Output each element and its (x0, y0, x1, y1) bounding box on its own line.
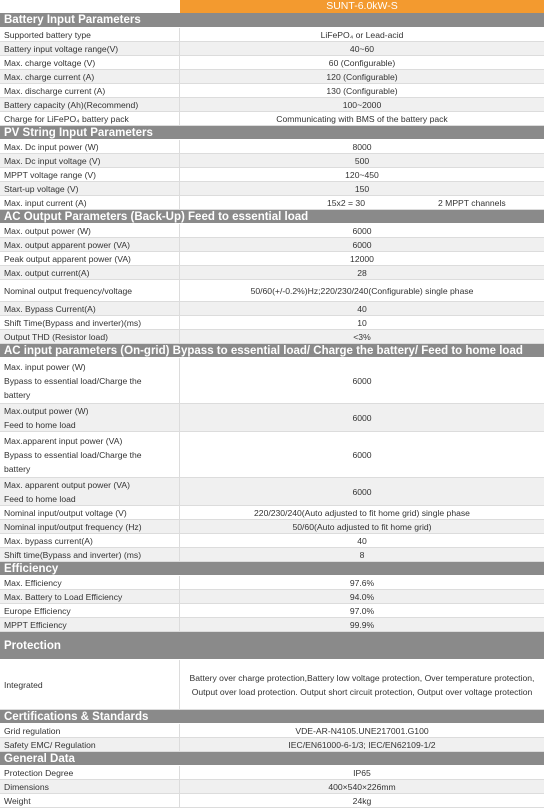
spec-label (0, 280, 180, 301)
spec-label-line: Max. Dc input voltage (V) (4, 155, 101, 166)
spec-label-line: Nominal input/output voltage (V) (4, 507, 127, 518)
spec-row (0, 56, 544, 70)
spec-label (0, 794, 180, 807)
spec-label (0, 618, 180, 631)
spec-value: 6000 (352, 449, 372, 460)
spec-value: 400×540×226mm (328, 781, 396, 792)
spec-value: 99.9% (349, 619, 375, 630)
spec-row (0, 520, 544, 534)
spec-label-line: Start-up voltage (V) (4, 183, 79, 194)
section-rows (0, 358, 544, 562)
spec-label (0, 56, 180, 69)
spec-label-line: Dimensions (4, 781, 49, 792)
spec-value: Battery over charge protection,Battery low voltage protection, Over temperature protection, Output over load protection. Output short circuit protection, Output over voltage protection (189, 672, 535, 697)
spec-label (0, 534, 180, 547)
spec-row (0, 280, 544, 302)
spec-value: 6000 (352, 412, 372, 423)
spec-label (0, 780, 180, 793)
spec-label-line: Max. output power (W) (4, 225, 91, 236)
section-rows (0, 724, 544, 752)
spec-label (0, 404, 180, 431)
spec-row (0, 794, 544, 808)
spec-row (0, 766, 544, 780)
section-heading: Certifications & Standards (0, 710, 544, 724)
spec-row (0, 98, 544, 112)
spec-label-line: Max.apparent input power (VA) (4, 435, 123, 446)
spec-value: 94.0% (349, 591, 375, 602)
spec-label (0, 196, 180, 209)
spec-label (0, 738, 180, 751)
section-rows (0, 28, 544, 126)
spec-label-line: Max. charge voltage (V) (4, 57, 96, 68)
spec-label-line: Max. input power (W) (4, 361, 86, 372)
spec-value: 40 (357, 535, 367, 546)
spec-row (0, 534, 544, 548)
spec-label-line: Peak output apparent power (VA) (4, 253, 131, 264)
spec-label-line: battery (4, 463, 31, 474)
spec-value: 97.6% (349, 577, 375, 588)
spec-row (0, 70, 544, 84)
spec-label (0, 98, 180, 111)
spec-value: <3% (353, 331, 371, 342)
spec-label-line: Feed to home load (4, 419, 76, 430)
spec-row (0, 316, 544, 330)
spec-value: 60 (Configurable) (328, 57, 396, 68)
spec-value-note: 2 MPPT channels (438, 197, 506, 208)
spec-label-line: Max. output apparent power (VA) (4, 239, 130, 250)
spec-label (0, 432, 180, 477)
spec-label-line: Shift Time(Bypass and inverter)(ms) (4, 317, 142, 328)
spec-row (0, 266, 544, 280)
spec-label-line: Bypass to essential load/Charge the (4, 449, 142, 460)
spec-label-line: Max. output current(A) (4, 267, 90, 278)
spec-row (0, 780, 544, 794)
section-heading: Battery Input Parameters (0, 13, 544, 28)
spec-label-line: Max. apparent output power (VA) (4, 479, 130, 490)
section-heading: General Data (0, 752, 544, 766)
spec-row (0, 432, 544, 478)
section-heading: Efficiency (0, 562, 544, 576)
spec-value: 40 (357, 303, 367, 314)
spec-value: LiFePO₄ or Lead-acid (320, 29, 404, 40)
spec-label-line: Shift time(Bypass and inverter) (ms) (4, 549, 142, 560)
spec-label-line: Supported battery type (4, 29, 91, 40)
spec-label (0, 168, 180, 181)
spec-value: 6000 (352, 239, 372, 250)
spec-value: 130 (Configurable) (326, 85, 398, 96)
spec-label-line: Weight (4, 795, 31, 806)
spec-row (0, 478, 544, 506)
spec-label (0, 506, 180, 519)
spec-value: VDE-AR-N4105.UNE217001.G100 (295, 725, 429, 736)
spec-value: 12000 (350, 253, 374, 264)
title-bar (0, 0, 544, 13)
spec-table (0, 13, 544, 808)
model-title: SUNT-6.0kW-S (180, 0, 544, 13)
spec-value: 500 (354, 155, 370, 166)
spec-label (0, 84, 180, 97)
spec-value: 8000 (352, 141, 372, 152)
spec-label (0, 302, 180, 315)
section-rows (0, 660, 544, 710)
spec-label (0, 590, 180, 603)
spec-label-line: Battery capacity (Ah)(Recommend) (4, 99, 139, 110)
spec-label (0, 576, 180, 589)
spec-label-line: Bypass to essential load/Charge the (4, 375, 142, 386)
spec-row (0, 404, 544, 432)
spec-label-line: Europe Efficiency (4, 605, 71, 616)
spec-label-line: Max. charge current (A) (4, 71, 95, 82)
spec-label (0, 660, 180, 709)
section-rows (0, 576, 544, 632)
spec-label (0, 42, 180, 55)
spec-value: 40~60 (349, 43, 375, 54)
spec-row (0, 590, 544, 604)
section-heading: AC Output Parameters (Back-Up) Feed to essential load (0, 210, 544, 224)
spec-value: 28 (357, 267, 367, 278)
spec-row (0, 112, 544, 126)
section-rows (0, 224, 544, 344)
spec-label-line: Max.output power (W) (4, 405, 89, 416)
spec-row (0, 576, 544, 590)
spec-label (0, 182, 180, 195)
spec-row (0, 28, 544, 42)
spec-value: IEC/EN61000-6-1/3; IEC/EN62109-1/2 (288, 739, 436, 750)
spec-value: 120~450 (345, 169, 379, 180)
spec-row (0, 302, 544, 316)
spec-label (0, 520, 180, 533)
spec-row (0, 252, 544, 266)
spec-label-line: Max. Battery to Load Efficiency (4, 591, 123, 602)
spec-label-line: Feed to home load (4, 493, 76, 504)
spec-label-line: Charge for LiFePO₄ battery pack (4, 113, 129, 124)
spec-label-line: MPPT voltage range (V) (4, 169, 97, 180)
spec-label-line: Nominal output frequency/voltage (4, 285, 133, 296)
spec-row (0, 330, 544, 344)
spec-label (0, 266, 180, 279)
spec-value: 50/60(+/-0.2%)Hz;220/230/240(Configurable) single phase (250, 285, 474, 296)
spec-label (0, 766, 180, 779)
spec-label (0, 358, 180, 403)
spec-label-line: Max. Efficiency (4, 577, 62, 588)
spec-label (0, 330, 180, 343)
spec-label (0, 70, 180, 83)
spec-row (0, 140, 544, 154)
spec-label (0, 724, 180, 737)
spec-label-line: Max. Bypass Current(A) (4, 303, 96, 314)
spec-label (0, 238, 180, 251)
section-heading: Protection (0, 632, 544, 660)
spec-label-line: Max. Dc input power (W) (4, 141, 99, 152)
section-rows (0, 766, 544, 808)
spec-label (0, 252, 180, 265)
spec-row (0, 724, 544, 738)
spec-value: 24kg (352, 795, 372, 806)
section-rows (0, 140, 544, 210)
spec-value: 100~2000 (342, 99, 382, 110)
spec-label-line: Grid regulation (4, 725, 61, 736)
spec-value: 6000 (352, 486, 372, 497)
spec-row (0, 84, 544, 98)
spec-label-line: Integrated (4, 679, 43, 690)
spec-label-line: Nominal input/output frequency (Hz) (4, 521, 142, 532)
spec-label (0, 604, 180, 617)
spec-value: Communicating with BMS of the battery pack (276, 113, 448, 124)
spec-row (0, 168, 544, 182)
spec-value: 8 (359, 549, 365, 560)
spec-row (0, 238, 544, 252)
section-heading: PV String Input Parameters (0, 126, 544, 140)
spec-label-line: Max. bypass current(A) (4, 535, 93, 546)
spec-row (0, 506, 544, 520)
spec-label-line: Protection Degree (4, 767, 74, 778)
spec-label-line: battery (4, 389, 31, 400)
spec-label-line: Output THD (Resistor load) (4, 331, 108, 342)
spec-value-main: 15x2 = 30 (327, 197, 365, 208)
spec-label (0, 28, 180, 41)
spec-label (0, 478, 180, 505)
spec-row (0, 42, 544, 56)
spec-value: 220/230/240(Auto adjusted to fit home grid) single phase (254, 507, 470, 518)
section-heading: AC input parameters (On-grid) Bypass to essential load/ Charge the battery/ Feed to home load (0, 344, 544, 358)
spec-label-line: Max. discharge current (A) (4, 85, 106, 96)
spec-row (0, 738, 544, 752)
spec-row (0, 358, 544, 404)
spec-value: 150 (354, 183, 370, 194)
spec-label-line: Battery input voltage range(V) (4, 43, 119, 54)
spec-value: 120 (Configurable) (326, 71, 398, 82)
spec-row (0, 182, 544, 196)
spec-label (0, 316, 180, 329)
spec-value: 97.0% (349, 605, 375, 616)
spec-value (180, 196, 544, 209)
spec-label-line: MPPT Efficiency (4, 619, 67, 630)
spec-row (0, 224, 544, 238)
spec-row (0, 604, 544, 618)
spec-label-line: Max. input current (A) (4, 197, 87, 208)
spec-row (0, 660, 544, 710)
spec-row (0, 154, 544, 168)
spec-row (0, 618, 544, 632)
spec-value: IP65 (353, 767, 371, 778)
spec-label (0, 154, 180, 167)
spec-label (0, 224, 180, 237)
spec-row (0, 548, 544, 562)
title-spacer (0, 0, 180, 13)
spec-label (0, 548, 180, 561)
spec-label (0, 140, 180, 153)
spec-value: 10 (357, 317, 367, 328)
spec-row (0, 196, 544, 210)
spec-value: 6000 (352, 375, 372, 386)
spec-value: 50/60(Auto adjusted to fit home grid) (292, 521, 432, 532)
spec-label-line: Safety EMC/ Regulation (4, 739, 96, 750)
spec-value: 6000 (352, 225, 372, 236)
spec-label (0, 112, 180, 125)
